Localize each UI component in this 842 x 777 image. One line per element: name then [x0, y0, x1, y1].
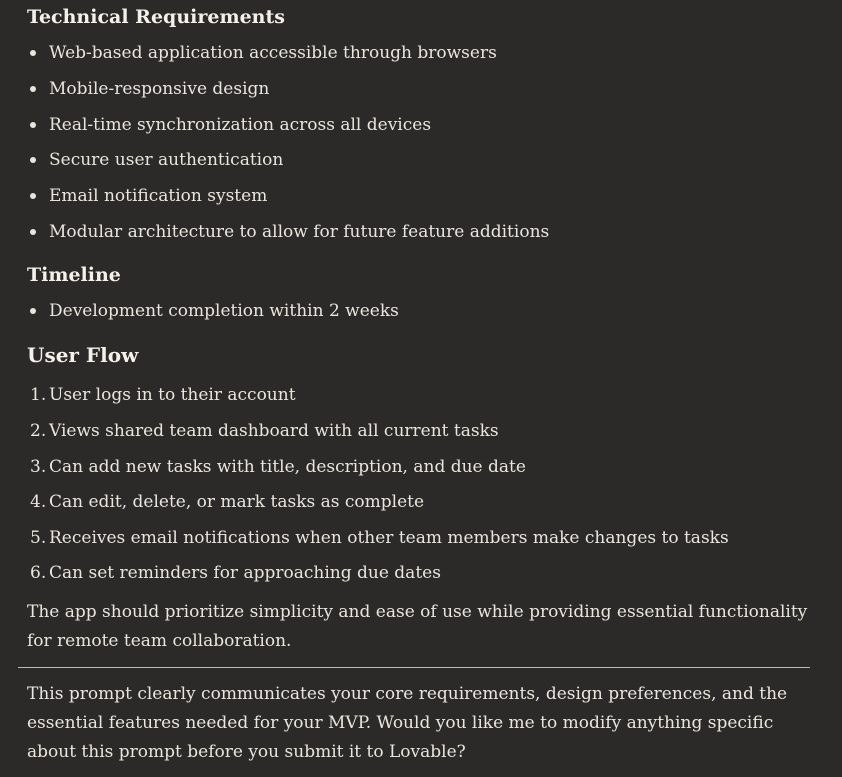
list-item-number: 1. — [30, 385, 47, 405]
list-item-text: Email notification system — [49, 186, 268, 206]
list-item-text: Can set reminders for approaching due dates — [49, 563, 441, 583]
bullet-icon — [30, 229, 36, 235]
list-item-text: Receives email notifications when other team members make changes to tasks — [49, 528, 729, 548]
bullet-icon — [30, 157, 36, 163]
timeline-heading: Timeline — [27, 264, 121, 286]
technical-requirements-heading: Technical Requirements — [27, 6, 285, 28]
bullet-icon — [30, 308, 36, 314]
list-item-text: Views shared team dashboard with all current tasks — [49, 421, 499, 441]
bullet-icon — [30, 50, 36, 56]
list-item-text: Real-time synchronization across all devices — [49, 115, 432, 135]
list-item-text: Can edit, delete, or mark tasks as complete — [49, 492, 425, 512]
list-item-number: 2. — [30, 421, 47, 441]
user-flow-heading: User Flow — [27, 343, 139, 367]
list-item-text: Secure user authentication — [49, 150, 284, 170]
bullet-icon — [30, 193, 36, 199]
list-item-text: Can add new tasks with title, description, and due date — [49, 457, 526, 477]
bullet-icon — [30, 86, 36, 92]
list-item-number: 3. — [30, 457, 47, 477]
list-item-text: Modular architecture to allow for future feature additions — [49, 222, 550, 242]
list-item-text: Web-based application accessible through browsers — [49, 43, 497, 63]
list-item-text: User logs in to their account — [49, 385, 296, 405]
list-item-text: Mobile-responsive design — [49, 79, 270, 99]
divider — [18, 667, 810, 668]
list-item-number: 4. — [30, 492, 47, 512]
list-item-text: Development completion within 2 weeks — [49, 301, 399, 321]
summary-paragraph: The app should prioritize simplicity and ease of use while providing essential functionality for remote team collaboration. — [27, 602, 808, 651]
bullet-icon — [30, 122, 36, 128]
followup-paragraph: This prompt clearly communicates your core requirements, design preferences, and the essential features needed for your MVP. Would you like me to modify anything specific about this prompt before you submit it to Lovable? — [27, 684, 788, 762]
list-item-number: 6. — [30, 563, 47, 583]
list-item-number: 5. — [30, 528, 47, 548]
